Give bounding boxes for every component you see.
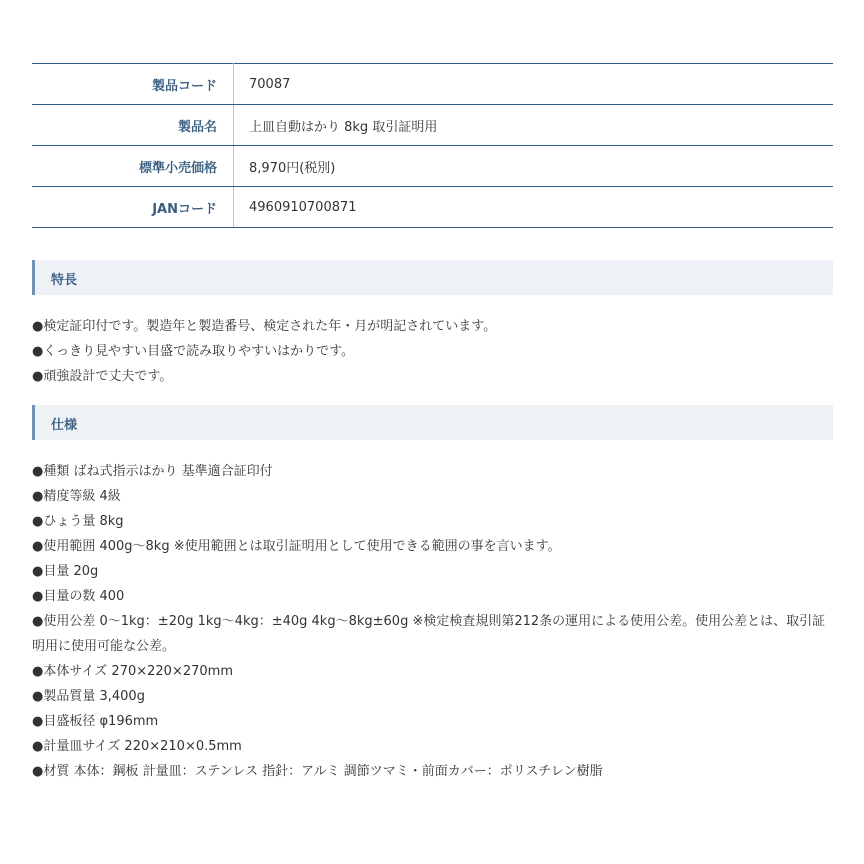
table-row <box>32 64 833 105</box>
row-label: JANコード <box>32 187 234 228</box>
list-item: ●目量 20g <box>32 564 99 579</box>
row-value: 70087 <box>234 64 834 105</box>
list-item: ●本体サイズ 270×220×270mm <box>32 664 233 679</box>
list-item: ●検定証印付です。製造年と製造番号、検定された年・月が明記されています。 <box>32 319 497 334</box>
list-item: ●使用公差 0～1kg：±20g 1kg～4kg：±40g 4kg～8kg±60g ※検定検査規則第212条の運用による使用公差。使用公差とは、取引証明用に使用可能な公差。 <box>32 614 826 654</box>
list-item: ●精度等級 4級 <box>32 489 121 504</box>
specs-heading <box>32 405 833 440</box>
row-value: 4960910700871 <box>234 187 834 228</box>
row-value: 上皿自動はかり 8kg 取引証明用 <box>234 105 834 146</box>
row-label: 製品コード <box>32 64 234 105</box>
list-item: ●材質 本体：鋼板 計量皿：ステンレス 指針：アルミ 調節ツマミ・前面カバー：ポリスチレン樹脂 <box>32 764 603 779</box>
list-item: ●使用範囲 400g～8kg ※使用範囲とは取引証明用として使用できる範囲の事を言います。 <box>32 539 561 554</box>
table-row <box>32 146 833 187</box>
table-row <box>32 105 833 146</box>
list-item: ●計量皿サイズ 220×210×0.5mm <box>32 739 242 754</box>
list-item: ●ひょう量 8kg <box>32 514 124 529</box>
features-heading-text: 特長 <box>51 273 78 288</box>
specs-heading-text: 仕様 <box>51 418 78 433</box>
list-item: ●目盛板径 φ196mm <box>32 714 159 729</box>
row-label: 標準小売価格 <box>32 146 234 187</box>
list-item: ●くっきり見やすい目盛で読み取りやすいはかりです。 <box>32 344 355 359</box>
list-item: ●頑強設計で丈夫です。 <box>32 369 173 384</box>
features-heading <box>32 260 833 295</box>
specs-list <box>32 459 832 784</box>
product-spec-table <box>32 63 833 228</box>
features-list <box>32 314 832 389</box>
row-value: 8,970円(税別) <box>234 146 834 187</box>
table-row <box>32 187 833 228</box>
list-item: ●製品質量 3,400g <box>32 689 145 704</box>
row-label: 製品名 <box>32 105 234 146</box>
list-item: ●種類 ばね式指示はかり 基準適合証印付 <box>32 464 273 479</box>
list-item: ●目量の数 400 <box>32 589 125 604</box>
